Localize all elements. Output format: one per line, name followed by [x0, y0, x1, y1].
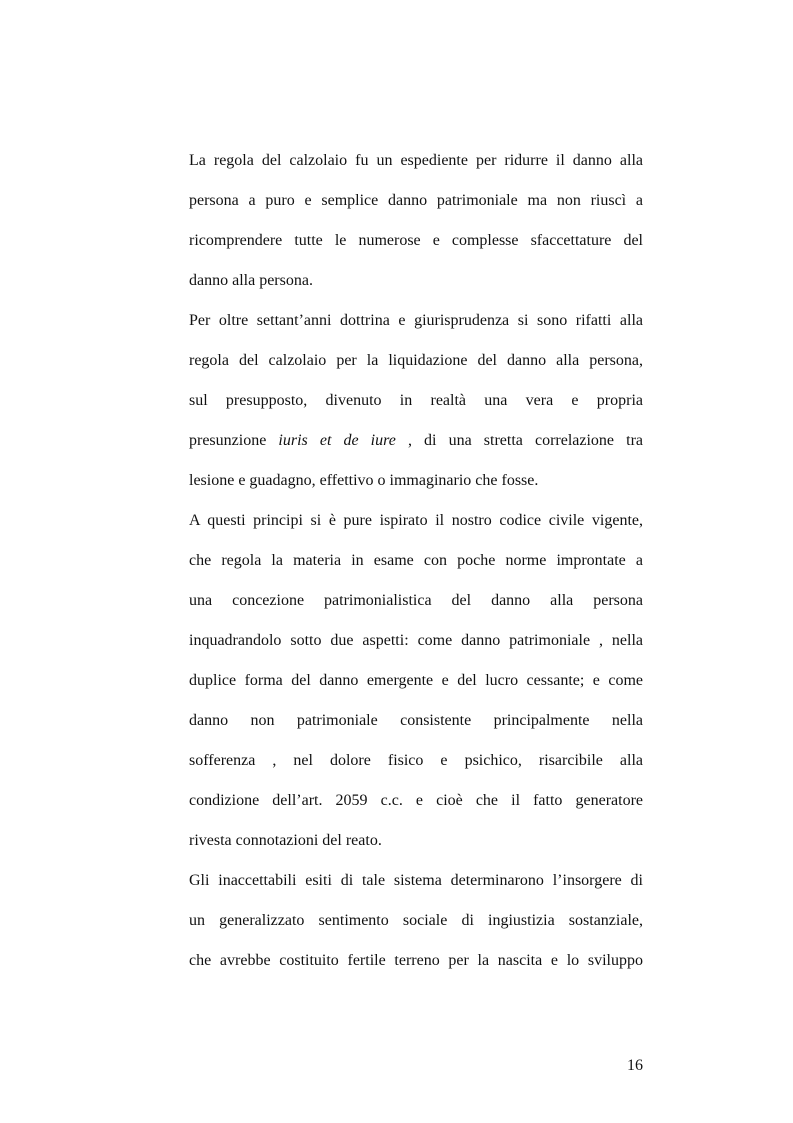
text-line: rivesta connotazioni del reato.	[189, 832, 382, 849]
text-line: che avrebbe costituito fertile terreno per la nascita e lo sviluppo	[189, 952, 643, 969]
text-line: sofferenza , nel dolore fisico e psichico, risarcibile alla	[189, 752, 643, 769]
text-line: una concezione patrimonialistica del danno alla persona	[189, 592, 643, 609]
text-line: un generalizzato sentimento sociale di ingiustizia sostanziale,	[189, 912, 643, 929]
text-line: A questi principi si è pure ispirato il nostro codice civile vigente,	[189, 512, 643, 529]
text-line: La regola del calzolaio fu un espediente per ridurre il danno alla	[189, 152, 643, 169]
text-segment: presunzione	[189, 432, 267, 449]
text-line: lesione e guadagno, effettivo o immaginario che fosse.	[189, 472, 539, 489]
text-line: sul presupposto, divenuto in realtà una vera e propria	[189, 392, 643, 409]
text-line: danno alla persona.	[189, 272, 313, 289]
text-segment: , di una stretta correlazione tra	[407, 432, 643, 449]
text-line: condizione dell’art. 2059 c.c. e cioè che il fatto generatore	[189, 792, 643, 809]
text-line: inquadrandolo sotto due aspetti: come danno patrimoniale , nella	[189, 632, 643, 649]
text-line: regola del calzolaio per la liquidazione del danno alla persona,	[189, 352, 643, 369]
text-line: danno non patrimoniale consistente principalmente nella	[189, 712, 643, 729]
italic-phrase: iuris et de iure	[278, 432, 396, 449]
text-line: ricomprendere tutte le numerose e complesse sfaccettature del	[189, 232, 643, 249]
body-text	[189, 146, 643, 986]
text-line: che regola la materia in esame con poche norme improntate a	[189, 552, 643, 569]
text-line: persona a puro e semplice danno patrimoniale ma non riuscì a	[189, 192, 643, 209]
text-line: Per oltre settant’anni dottrina e giurisprudenza si sono rifatti alla	[189, 312, 643, 329]
text-line: duplice forma del danno emergente e del lucro cessante; e come	[189, 672, 643, 689]
page-number: 16	[627, 1057, 643, 1074]
text-line: Gli inaccettabili esiti di tale sistema determinarono l’insorgere di	[189, 872, 643, 889]
text-line	[189, 426, 643, 466]
